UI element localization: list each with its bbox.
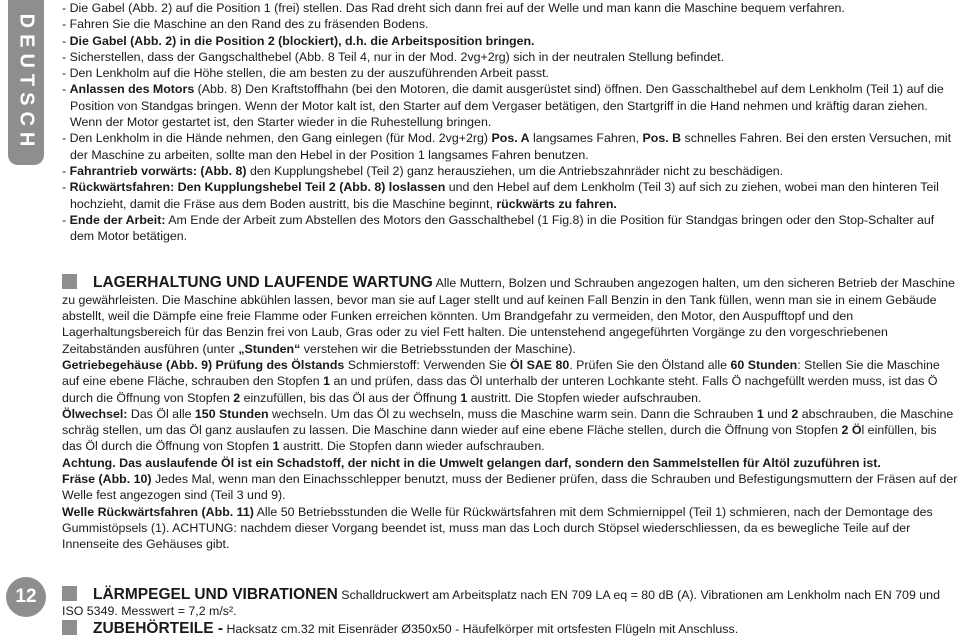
text-run: Jedes Mal, wenn man den Einachsschlepper benutzt, muss der Bediener prüfen, dass die Schrauben und Befestigungsmuttern der Fräsen auf der Welle fest angezogen sind (Teil 3 und 9).	[62, 472, 958, 503]
bold-text: Rückwärtsfahren: Den Kupplungshebel Teil 2 (Abb. 8) loslassen	[69, 180, 446, 195]
text-run: und	[763, 406, 792, 421]
text-run: den Kupplungshebel (Teil 2) ganz herausziehen, um die Antriebszahnräder nicht zu beschädigen.	[246, 163, 784, 178]
bold-text: „Stunden“	[238, 341, 301, 356]
text-run: Alle Muttern, Bolzen und Schrauben angezogen halten, um den sicheren Betrieb der Maschine zu gewährleisten. Die Maschine abkühlen lassen, bevor man sie auf Lager stellt und auf keinen Fall Benzin in den Tank füllen, wenn man sie in einem Gebäude abstellt, weil die Dämpfe eine freie Flamme oder Funken erreichen könnten. Um Brandgefahr zu vermeiden, den Motor, den Auspufftopf und den Lagerhaltungsbereich für das Benzin frei von Laub, Gras oder zu viel Fett halten. Die untenstehend angegeführten Vorgänge zu den vorgeschriebenen Zeitabständen ausführen (unter	[62, 276, 955, 356]
gearbox-paragraph	[62, 357, 958, 406]
text-run: verstehen wir die Betriebsstunden der Maschine).	[300, 341, 576, 356]
text-run: Den Lenkholm in die Hände nehmen, den Gang einlegen (für Mod. 2vg+2rg)	[69, 131, 492, 146]
bold-text: Die Gabel (Abb. 2) in die Position 2 (blockiert), d.h. die Arbeitsposition bringen.	[69, 33, 535, 48]
bold-text: Fräse (Abb. 10)	[62, 472, 152, 487]
step-item: - Den Lenkholm auf die Höhe stellen, die am besten zu der auszuführenden Arbeit passt.	[62, 66, 549, 81]
section-square-icon	[62, 274, 77, 289]
text-run: Am Ende der Arbeit zum Abstellen des Motors den Gasschalthebel (1 Fig.8) in die Position für Standgas bringen oder den Stop-Schalter auf dem Motor betätigen.	[70, 212, 935, 244]
bold-text: 1	[323, 374, 330, 389]
bold-text: rückwärts zu fahren.	[496, 196, 617, 211]
text-run: Das Öl alle	[127, 406, 195, 421]
text-run: Fahren Sie die Maschine an den Rand des zu fräsenden Bodens.	[69, 17, 429, 32]
storage-section	[62, 274, 958, 356]
accessories-heading: ZUBEHÖRTEILE -	[93, 620, 224, 637]
bold-text: Pos. B	[642, 131, 682, 146]
storage-heading: LAGERHALTUNG UND LAUFENDE WARTUNG	[93, 274, 433, 292]
step-item: - Den Lenkholm in die Hände nehmen, den Gang einlegen (für Mod. 2vg+2rg) Pos. A langsames Fahren, Pos. B schnelles Fahren. Bei den ersten Versuchen, mit der Maschine zu arbeiten, sollte man den Hebel in der Position 1 langsames Fahren benutzen.	[62, 131, 952, 162]
bold-text: 2	[791, 406, 799, 421]
section-square-icon	[62, 586, 77, 601]
text-run: abschrauben, die Maschine schräg stellen, um das Öl ganz auslaufen zu lassen. Die Maschine dann wieder auf eine ebene Fläche stellen, durch die Öffnung von Stopfen	[62, 406, 954, 438]
oil-change-paragraph	[62, 406, 958, 455]
bold-text: 2	[233, 390, 241, 405]
text-run: Sicherstellen, dass der Gangschalthebel (Abb. 8 Teil 4, nur in der Mod. 2vg+2rg) sich in der neutralen Stellung befindet.	[69, 49, 725, 64]
bold-text: 150 Stunden	[194, 406, 269, 421]
step-item: - Ende der Arbeit: Am Ende der Arbeit zum Abstellen des Motors den Gasschalthebel (1 Fig.8) in die Position für Standgas bringen oder den Stop-Schalter auf dem Motor betätigen.	[62, 212, 935, 244]
text-run: Die Gabel (Abb. 2) auf die Position 1 (frei) stellen. Das Rad dreht sich dann frei auf der Welle und man kann die Maschine bequem verfahren.	[69, 1, 845, 15]
text-run: (Abb. 8) Den Kraftstoffhahn (bei den Motoren, die damit ausgerüstet sind) öffnen. Den Gasschalthebel auf dem Lenkholm (Teil 1) auf die Position von Standgas bringen. Wenn der Motor kalt ist, den Starter auf dem Vergaser betätigen, den Startgriff in die Hand nehmen und kräftig daran ziehen. Wenn der Motor gestartet ist, den Starter wieder in die Ruhestellung bringen.	[70, 82, 944, 130]
step-item: - Die Gabel (Abb. 2) in die Position 2 (blockiert), d.h. die Arbeitsposition bringen.	[62, 33, 535, 48]
bold-text: 2 Ö	[841, 423, 862, 438]
language-tab	[8, 0, 44, 165]
bold-text: 60 Stunden	[730, 357, 798, 372]
text-run: und den Hebel auf dem Lenkholm (Teil 3) auf sich zu ziehen, wobei man den hinteren Teil hochzieht, damit die Fräse aus dem Boden austritt, bis die Maschine beginnt,	[70, 180, 939, 211]
bold-text: 1	[272, 439, 280, 454]
tiller-paragraph	[62, 471, 958, 504]
text-run: langsames Fahren,	[529, 131, 643, 146]
bold-text: 1	[460, 390, 468, 405]
language-tab-label: DEUTSCH	[15, 13, 38, 152]
text-run: . Prüfen Sie den Ölstand alle	[569, 357, 731, 372]
text-run: : Stellen Sie die Maschine auf eine ebene Fläche, schrauben den Stopfen	[62, 357, 940, 389]
step-item: - Sicherstellen, dass der Gangschalthebel (Abb. 8 Teil 4, nur in der Mod. 2vg+2rg) sich in der neutralen Stellung befindet.	[62, 49, 725, 64]
text-run: wechseln. Um das Öl zu wechseln, muss die Maschine warm sein. Dann die Schrauben	[268, 406, 757, 421]
noise-section	[62, 586, 958, 620]
step-item: - Die Gabel (Abb. 2) auf die Position 1 (frei) stellen. Das Rad dreht sich dann frei auf der Welle und man kann die Maschine bequem verfahren.	[62, 1, 845, 15]
page-number: 12	[15, 586, 37, 607]
bold-text: 1	[756, 406, 764, 421]
step-item: - Anlassen des Motors (Abb. 8) Den Kraftstoffhahn (bei den Motoren, die damit ausgerüstet sind) öffnen. Den Gasschalthebel auf dem Lenkholm (Teil 1) auf die Position von Standgas bringen. Wenn der Motor kalt ist, den Starter auf dem Vergaser betätigen, den Startgriff in die Hand nehmen und kräftig daran ziehen. Wenn der Motor gestartet ist, den Starter wieder in die Ruhestellung bringen.	[62, 82, 944, 130]
bold-text: Getriebegehäuse (Abb. 9) Prüfung des Ölstands	[62, 357, 345, 372]
text-run: Alle 50 Betriebsstunden die Welle für Rückwärtsfahren mit dem Schmiernippel (Teil 1) schmieren, nach der Demontage des Gummistöpsels (1). ACHTUNG: nachdem dieser Vorgang beendet ist, muss man das Loch durch Stöpsel wiederschliessen, da es bewegliche Teile auf der Innenseite des Gehäuses gibt.	[62, 504, 933, 552]
noise-heading: LÄRMPEGEL UND VIBRATIONEN	[93, 585, 338, 603]
section-square-icon	[62, 620, 77, 635]
bold-text: Pos. A	[491, 131, 530, 146]
text-run: austritt. Die Stopfen dann wieder aufschrauben.	[279, 439, 545, 454]
noise-text: Schalldruckwert am Arbeitsplatz nach EN 709 LA eq = 80 dB (A). Vibrationen am Lenkholm nach EN 709 und ISO 5349. Messwert = 7,2 m/s².	[62, 587, 940, 618]
bold-text: Welle Rückwärtsfahren (Abb. 11)	[62, 504, 254, 519]
bold-text: Ölwechsel:	[62, 406, 128, 421]
text-run: austritt. Die Stopfen wieder aufschrauben.	[467, 390, 702, 405]
bold-text: Fahrantrieb vorwärts: (Abb. 8)	[69, 163, 247, 178]
bold-text: Anlassen des Motors	[69, 82, 195, 97]
text-run: schnelles Fahren. Bei den ersten Versuchen, mit der Maschine zu arbeiten, sollte man den Hebel in der Position 1 langsames Fahren benutzen.	[70, 131, 952, 162]
bold-text: Achtung. Das auslaufende Öl ist ein Schadstoff, der nicht in die Umwelt gelangen darf, sondern den Sammelstellen für Altöl zuzuführen ist.	[62, 455, 881, 470]
accessories-text: Hacksatz cm.32 mit Eisenräder Ø350x50 - Häufelkörper mit ortsfesten Flügeln mit Anschluss.	[223, 622, 739, 637]
step-item: - Rückwärtsfahren: Den Kupplungshebel Teil 2 (Abb. 8) loslassen und den Hebel auf dem Lenkholm (Teil 3) auf sich zu ziehen, wobei man den hinteren Teil hochzieht, damit die Fräse aus dem Boden austritt, bis die Maschine beginnt, rückwärts zu fahren.	[62, 180, 939, 211]
bold-text: Ende der Arbeit:	[69, 212, 166, 227]
text-run: l einfüllen, bis das Öl durch die Öffnung von Stopfen	[62, 423, 937, 454]
text-run: Schmierstoff: Verwenden Sie	[344, 357, 511, 372]
text-run: einzufüllen, bis das Öl aus der Öffnung	[240, 390, 461, 405]
warning-paragraph	[62, 455, 958, 471]
accessories-section	[62, 620, 958, 637]
document-body	[62, 0, 958, 637]
page-number-badge	[6, 577, 46, 617]
text-run: an und prüfen, dass das Öl unterhalb der unteren Lochkante steht. Falls Ö nachgefüllt werden muss, ist das Ö durch die Öffnung von Stopfen	[62, 374, 938, 405]
text-run: Den Lenkholm auf die Höhe stellen, die am besten zu der auszuführenden Arbeit passt.	[69, 66, 549, 81]
operating-steps-list	[62, 0, 958, 244]
reverse-shaft-paragraph	[62, 504, 958, 553]
step-item: - Fahrantrieb vorwärts: (Abb. 8) den Kupplungshebel (Teil 2) ganz herausziehen, um die Antriebszahnräder nicht zu beschädigen.	[62, 163, 784, 178]
step-item: - Fahren Sie die Maschine an den Rand des zu fräsenden Bodens.	[62, 17, 429, 32]
bold-text: Öl SAE 80	[510, 357, 570, 372]
